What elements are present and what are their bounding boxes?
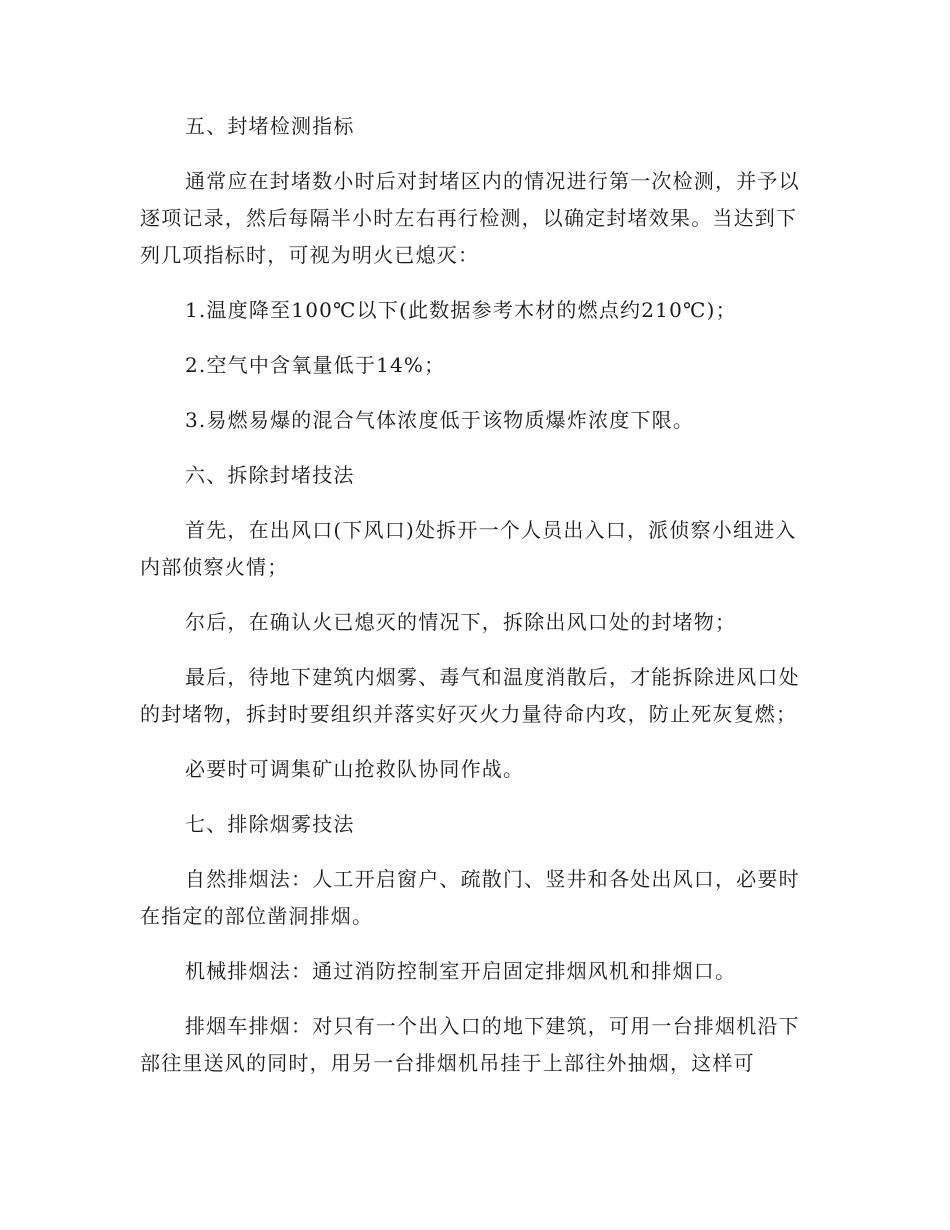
section-heading-6: 六、拆除封堵技法 [185,463,355,487]
paragraph-second-step: 尔后，在确认火已熄灭的情况下，拆除出风口处的封堵物； [185,610,737,634]
list-item-oxygen: 2.空气中含氧量低于14%； [185,353,446,377]
list-item-temperature: 1.温度降至100℃以下(此数据参考木材的燃点约210℃)； [185,298,737,322]
paragraph-vehicle-smoke-exhaust: 排烟车排烟：对只有一个出入口的地下建筑，可用一台排烟机沿下部往里送风的同时，用另一台排烟机吊挂于上部往外抽烟，这样可 [140,1014,800,1075]
paragraph-natural-smoke-exhaust: 自然排烟法：人工开启窗户、疏散门、竖井和各处出风口，必要时在指定的部位凿洞排烟。 [140,867,800,928]
paragraph-mechanical-smoke-exhaust: 机械排烟法：通过消防控制室开启固定排烟风机和排烟口。 [185,959,737,983]
list-item-gas-concentration: 3.易燃易爆的混合气体浓度低于该物质爆炸浓度下限。 [185,408,695,432]
paragraph-first-step: 首先，在出风口(下风口)处拆开一个人员出入口，派侦察小组进入内部侦察火情； [140,518,797,579]
document-body [140,108,800,1100]
paragraph-mine-rescue: 必要时可调集矿山抢救队协同作战。 [185,757,525,781]
section-heading-7: 七、排除烟雾技法 [185,812,355,836]
paragraph-detection-intro: 通常应在封堵数小时后对封堵区内的情况进行第一次检测，并予以逐项记录，然后每隔半小时左右再行检测，以确定封堵效果。当达到下列几项指标时，可视为明火已熄灭： [140,169,800,267]
section-heading-5: 五、封堵检测指标 [185,114,355,138]
paragraph-final-step: 最后，待地下建筑内烟雾、毒气和温度消散后，才能拆除进风口处的封堵物，拆封时要组织并落实好灭火力量待命内攻，防止死灰复燃； [140,665,800,726]
